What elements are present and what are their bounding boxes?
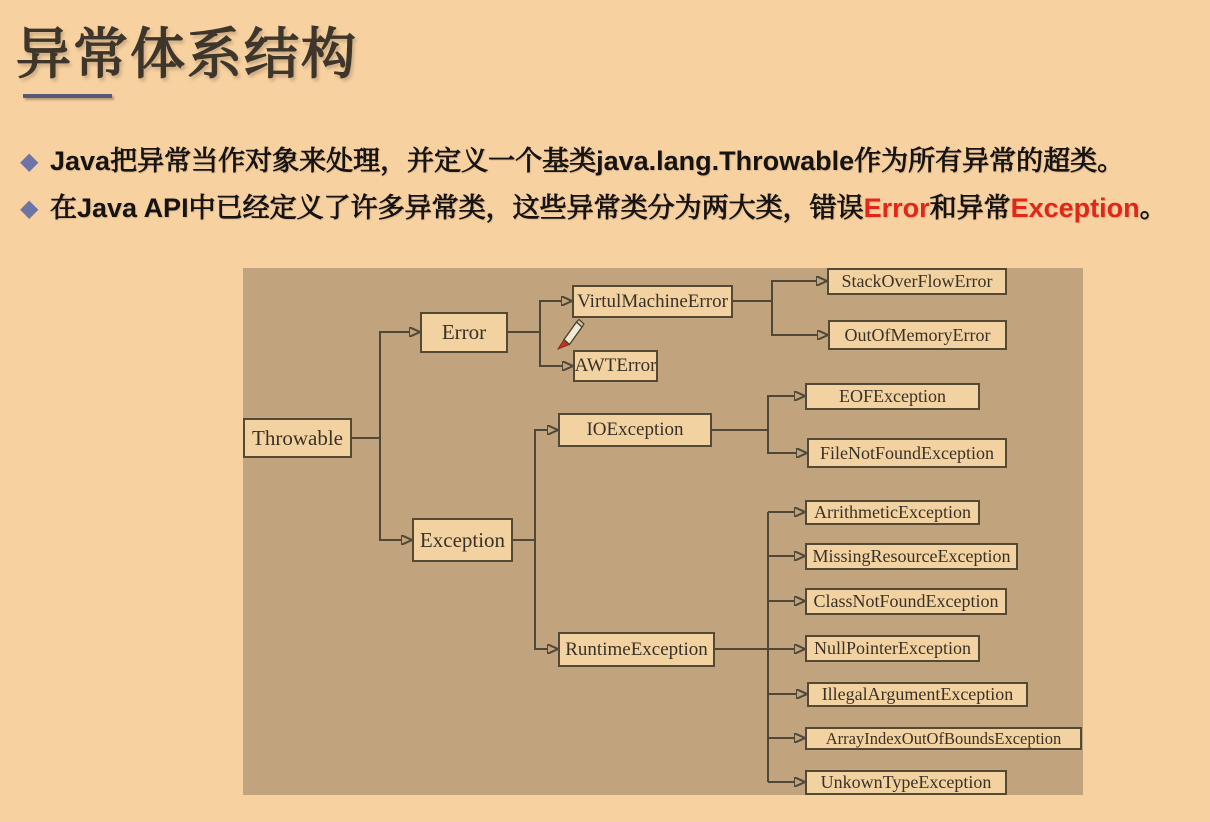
node-filenotfoundexception: FileNotFoundException: [807, 438, 1007, 468]
bullet1-text: Java把异常当作对象来处理，并定义一个基类java.lang.Throwable作为所有异常的超类。: [50, 146, 1125, 176]
bullet2-text: 。: [1139, 193, 1167, 223]
node-awterror: AWTError: [573, 350, 658, 382]
node-outofmemoryerror: OutOfMemoryError: [828, 320, 1007, 350]
error-highlight: Error: [863, 193, 930, 223]
node-classnotfoundexception: ClassNotFoundException: [805, 588, 1007, 615]
pencil-cursor-icon: [555, 314, 585, 354]
title-underline: [23, 94, 112, 98]
node-exception: Exception: [412, 518, 513, 562]
node-error: Error: [420, 312, 508, 353]
bullet-text: [50, 191, 1167, 225]
diamond-bullet-icon: ◆: [20, 195, 39, 222]
node-eofexception: EOFException: [805, 383, 980, 410]
node-runtimeexception: RuntimeException: [558, 632, 715, 667]
bullet-item: [20, 191, 1204, 225]
bullet-list: [20, 144, 1204, 238]
hierarchy-diagram: [243, 268, 1083, 795]
node-arrayindexoutofboundsexception: ArrayIndexOutOfBoundsException: [805, 727, 1082, 750]
node-virtulmachineerror: VirtulMachineError: [572, 285, 733, 318]
bullet2-text: 和异常: [929, 193, 1011, 223]
diamond-bullet-icon: ◆: [20, 148, 39, 175]
node-ioexception: IOException: [558, 413, 712, 447]
node-arrithmeticexception: ArrithmeticException: [805, 500, 980, 525]
node-nullpointerexception: NullPointerException: [805, 635, 980, 662]
page-title: 异常体系结构: [16, 23, 359, 85]
node-missingresourceexception: MissingResourceException: [805, 543, 1018, 570]
node-illegalargumentexception: IllegalArgumentException: [807, 682, 1028, 707]
bullet-text: [50, 144, 1124, 178]
bullet-item: [20, 144, 1204, 178]
node-stackoverflowerror: StackOverFlowError: [827, 268, 1007, 295]
node-throwable: Throwable: [243, 418, 352, 458]
exception-highlight: Exception: [1010, 193, 1140, 223]
node-unkowntypeexception: UnkownTypeException: [805, 770, 1007, 795]
bullet2-text: 在Java API中已经定义了许多异常类，这些异常类分为两大类，错误: [50, 193, 864, 223]
